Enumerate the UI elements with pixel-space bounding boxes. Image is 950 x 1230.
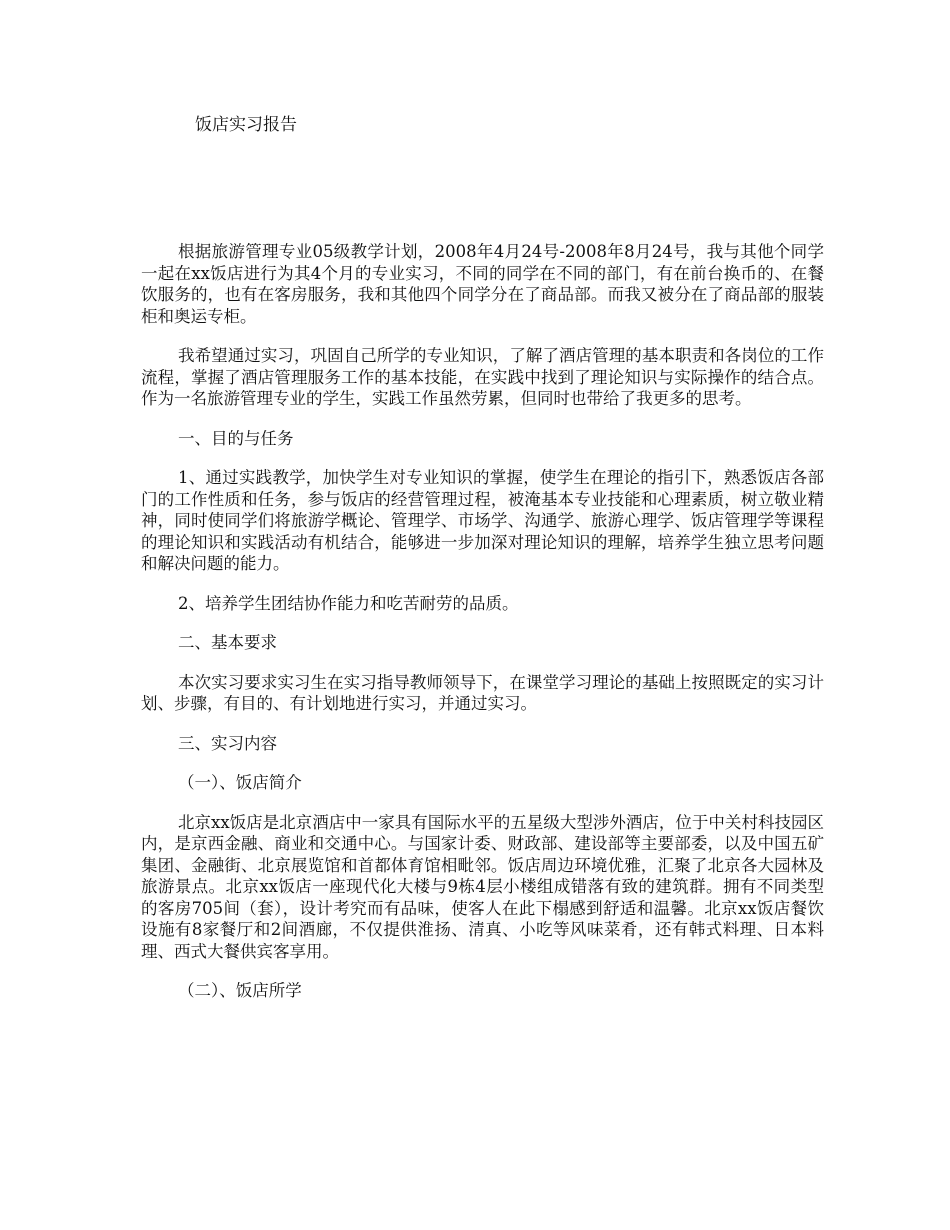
- section-heading-requirements: 二、基本要求: [178, 633, 277, 652]
- paragraph-purpose-2: 2、培养学生团结协作能力和吃苦耐劳的品质。: [178, 593, 519, 613]
- document-title: 饭店实习报告: [195, 115, 297, 135]
- paragraph-purpose-1: 1、通过实践教学，加快学生对专业知识的掌握，使学生在理论的指引下，熟悉饭店各部门的工作性质和任务，参与饭店的经营管理过程，被淹基本专业技能和心理素质，树立敬业精神，同时使同学们将旅游学概论、管理学、市场学、沟通学、旅游心理学、饭店管理学等课程的理论知识和实践活动有机结合，能够进一步加深对理论知识的理解，培养学生独立思考问题和解决问题的能力。: [141, 468, 824, 573]
- paragraph-hotel-intro: 北京xx饭店是北京酒店中一家具有国际水平的五星级大型涉外酒店，位于中关村科技园区内，是京西金融、商业和交通中心。与国家计委、财政部、建设部等主要部委，以及中国五矿集团、金融街、北京展览馆和首都体育馆相毗邻。饭店周边环境优雅，汇聚了北京各大园林及旅游景点。北京xx饭店一座现代化大楼与9栋4层小楼组成错落有致的建筑群。拥有不同类型的客房705间（套），设计考究而有品味，使客人在此下榻感到舒适和温馨。北京xx饭店餐饮设施有8家餐厅和2间酒廊，不仅提供淮扬、清真、小吃等风味菜肴，还有韩式料理、日本料理、西式大餐供宾客享用。: [141, 812, 824, 961]
- subsection-heading-hotel-learning: （二）、饭店所学: [178, 981, 302, 1000]
- paragraph-intro: 根据旅游管理专业05级教学计划，2008年4月24号-2008年8月24号，我与其他个同学一起在xx饭店进行为其4个月的专业实习，不同的同学在不同的部门，有在前台换币的、在餐饮服务的，也有在客房服务，我和其他四个同学分在了商品部。而我又被分在了商品部的服装柜和奥运专柜。: [141, 242, 824, 326]
- document-body: [141, 241, 824, 1020]
- section-heading-purpose: 一、目的与任务: [178, 428, 294, 448]
- paragraph-requirements: 本次实习要求实习生在实习指导教师领导下，在课堂学习理论的基础上按照既定的实习计划、步骤，有目的、有计划地进行实习，并通过实习。: [141, 672, 824, 713]
- paragraph-hope: 我希望通过实习，巩固自己所学的专业知识，了解了酒店管理的基本职责和各岗位的工作流程，掌握了酒店管理服务工作的基本技能，在实践中找到了理论知识与实际操作的结合点。作为一名旅游管理专业的学生，实践工作虽然劳累，但同时也带给了我更多的思考。: [141, 346, 824, 408]
- section-heading-content: 三、实习内容: [178, 733, 277, 753]
- subsection-heading-hotel-intro: （一）、饭店简介: [178, 773, 302, 792]
